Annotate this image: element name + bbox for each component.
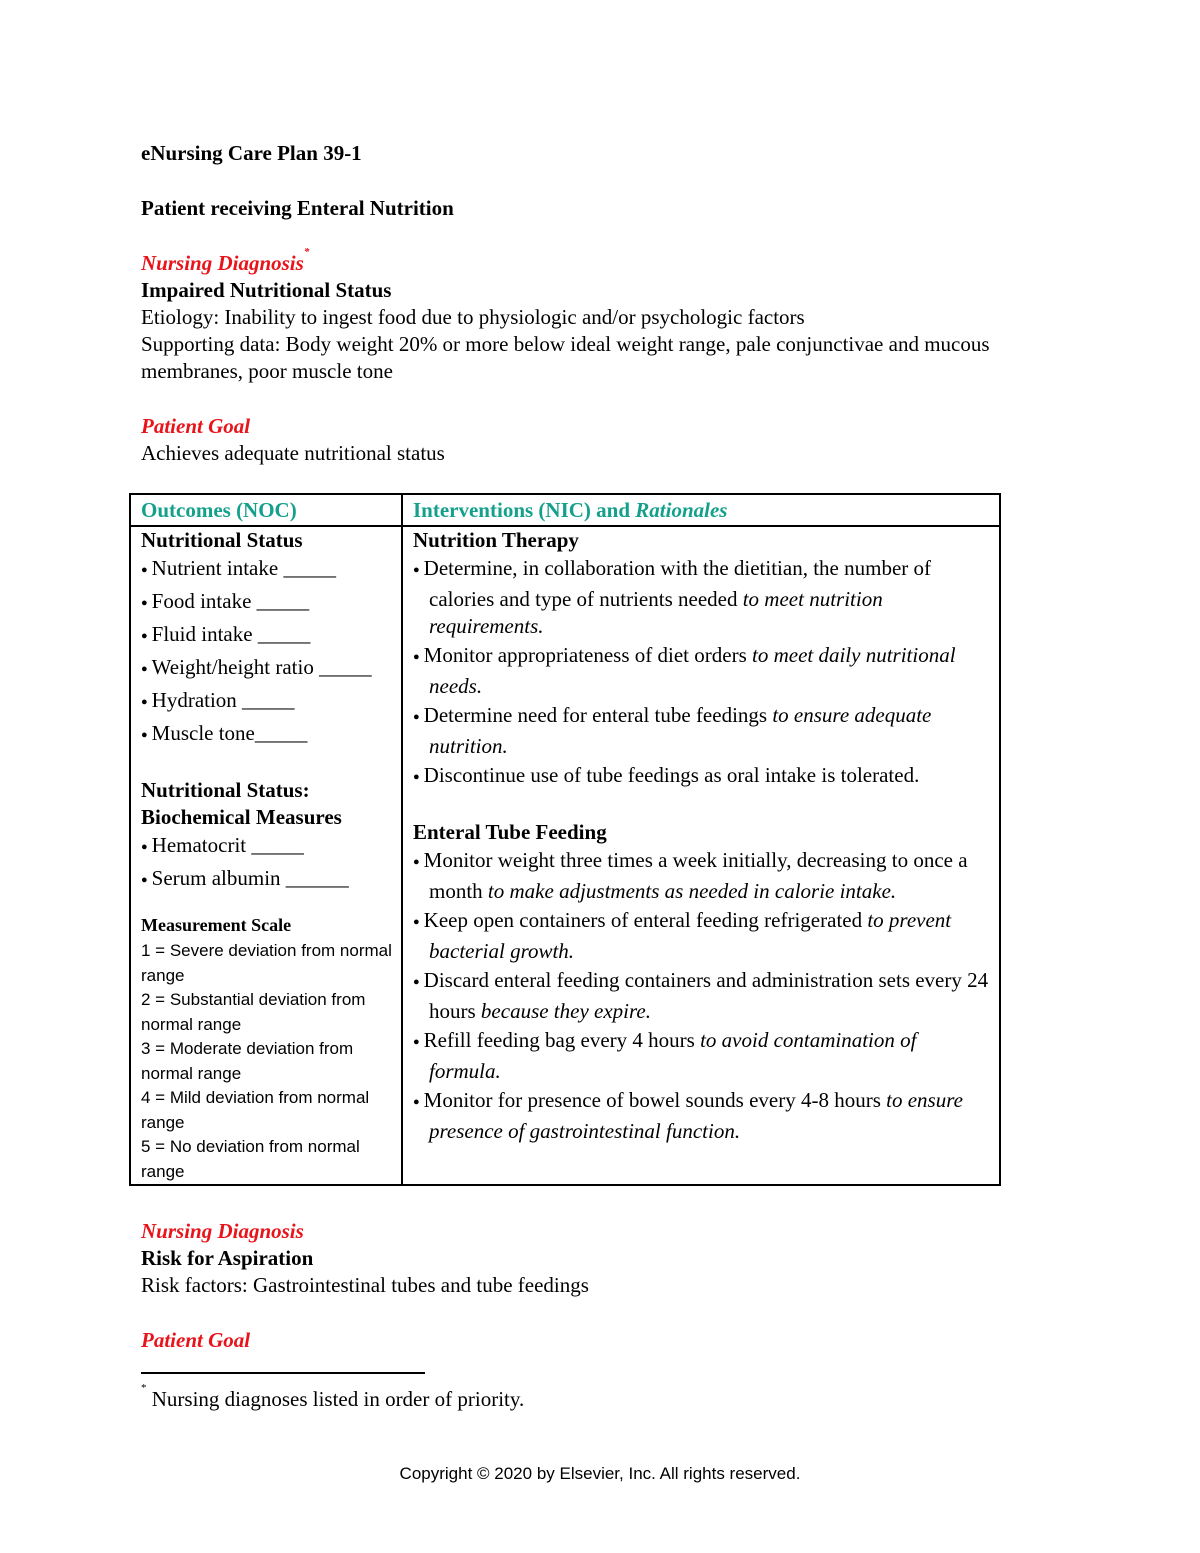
list-item: ● Food intake _____ bbox=[141, 588, 393, 619]
footnote-divider bbox=[141, 1372, 425, 1374]
table-body-row bbox=[130, 526, 1000, 1185]
intervention-item: ● Monitor for presence of bowel sounds every 4-8 hours to ensure presence of gastrointestinal function. bbox=[413, 1087, 991, 1145]
intervention-item: ● Determine need for enteral tube feedings to ensure adequate nutrition. bbox=[413, 702, 991, 760]
patient-goal-heading: Patient Goal bbox=[141, 414, 251, 438]
list-item: ● Fluid intake _____ bbox=[141, 621, 393, 652]
list-item: ● Hematocrit _____ bbox=[141, 832, 393, 863]
enteral-tube-list bbox=[413, 847, 991, 1145]
scale-item: 4 = Mild deviation from normal range bbox=[141, 1088, 370, 1132]
rationale-text: because they expire. bbox=[480, 999, 651, 1023]
copyright-footer: Copyright © 2020 by Elsevier, Inc. All rights reserved. bbox=[399, 1464, 801, 1483]
plan-subtitle: Patient receiving Enteral Nutrition bbox=[141, 196, 454, 220]
outcomes-cell bbox=[130, 526, 402, 1185]
list-item: ● Weight/height ratio _____ bbox=[141, 654, 393, 685]
table-header-row bbox=[130, 494, 1000, 526]
rationale-text: to meet daily nutritional needs. bbox=[429, 643, 956, 698]
nutrition-therapy-list bbox=[413, 555, 991, 793]
nursing-diagnosis-heading-2: Nursing Diagnosis bbox=[141, 1219, 304, 1243]
rationale-text: to avoid contamination of formula. bbox=[429, 1028, 917, 1083]
outcome-title-biochemical: Nutritional Status: Biochemical Measures bbox=[141, 778, 342, 829]
intervention-item: ● Discard enteral feeding containers and administration sets every 24 hours because they expire. bbox=[413, 967, 991, 1025]
risk-factors-text: Risk factors: Gastrointestinal tubes and tube feedings bbox=[141, 1273, 589, 1297]
rationale-text: to make adjustments as needed in calorie intake. bbox=[487, 879, 897, 903]
diagnosis-name-2: Risk for Aspiration bbox=[141, 1246, 314, 1270]
intervention-item: ● Determine, in collaboration with the dietitian, the number of calories and type of nutrients needed to meet nutrition requirements. bbox=[413, 555, 991, 640]
supporting-data-text: Supporting data: Body weight 20% or more below ideal weight range, pale conjunctivae and mucous membranes, poor muscle tone bbox=[141, 332, 990, 383]
rationale-text: to prevent bacterial growth. bbox=[429, 908, 952, 963]
outcomes-header: Outcomes (NOC) bbox=[130, 494, 402, 526]
patient-goal-heading-2: Patient Goal bbox=[141, 1328, 251, 1352]
scale-item: 2 = Substantial deviation from normal range bbox=[141, 990, 366, 1034]
intervention-item: ● Monitor appropriateness of diet orders to meet daily nutritional needs. bbox=[413, 642, 991, 700]
etiology-text: Etiology: Inability to ingest food due to physiologic and/or psychologic factors bbox=[141, 305, 805, 329]
patient-goal-text: Achieves adequate nutritional status bbox=[141, 441, 445, 465]
list-item: ● Nutrient intake _____ bbox=[141, 555, 393, 586]
biochemical-list bbox=[141, 832, 393, 896]
outcome-list bbox=[141, 555, 393, 751]
list-item: ● Serum albumin ______ bbox=[141, 865, 393, 896]
footnote: * Nursing diagnoses listed in order of priority. bbox=[141, 1382, 525, 1411]
rationale-text: to ensure presence of gastrointestinal function. bbox=[429, 1088, 963, 1143]
nursing-diagnosis-heading: Nursing Diagnosis* bbox=[141, 246, 310, 275]
list-item: ● Muscle tone_____ bbox=[141, 720, 393, 751]
list-item: ● Hydration _____ bbox=[141, 687, 393, 718]
scale-item: 1 = Severe deviation from normal range bbox=[141, 941, 392, 985]
intervention-title-nutrition-therapy: Nutrition Therapy bbox=[413, 528, 579, 552]
plan-title: eNursing Care Plan 39-1 bbox=[141, 141, 362, 165]
intervention-item: ● Refill feeding bag every 4 hours to avoid contamination of formula. bbox=[413, 1027, 991, 1085]
interventions-cell bbox=[402, 526, 1000, 1185]
intervention-item: ● Discontinue use of tube feedings as oral intake is tolerated. bbox=[413, 762, 991, 793]
scale-item: 3 = Moderate deviation from normal range bbox=[141, 1039, 354, 1083]
document-body bbox=[141, 140, 1001, 467]
rationale-text: to meet nutrition requirements. bbox=[429, 587, 883, 638]
diagnosis-name: Impaired Nutritional Status bbox=[141, 278, 392, 302]
measurement-scale-list bbox=[141, 939, 393, 1184]
interventions-header: Interventions (NIC) and Rationales bbox=[402, 494, 1000, 526]
care-plan-table bbox=[129, 493, 1001, 1186]
intervention-item: ● Monitor weight three times a week initially, decreasing to once a month to make adjustments as needed in calorie intake. bbox=[413, 847, 991, 905]
outcome-title-nutritional-status: Nutritional Status bbox=[141, 528, 303, 552]
footnote-marker: * bbox=[303, 246, 310, 258]
intervention-item: ● Keep open containers of enteral feeding refrigerated to prevent bacterial growth. bbox=[413, 907, 991, 965]
rationale-text: to ensure adequate nutrition. bbox=[429, 703, 932, 758]
intervention-title-enteral-tube: Enteral Tube Feeding bbox=[413, 820, 607, 844]
scale-item: 5 = No deviation from normal range bbox=[141, 1137, 360, 1181]
second-diagnosis-section bbox=[141, 1218, 1001, 1354]
measurement-scale-title: Measurement Scale bbox=[141, 915, 292, 935]
